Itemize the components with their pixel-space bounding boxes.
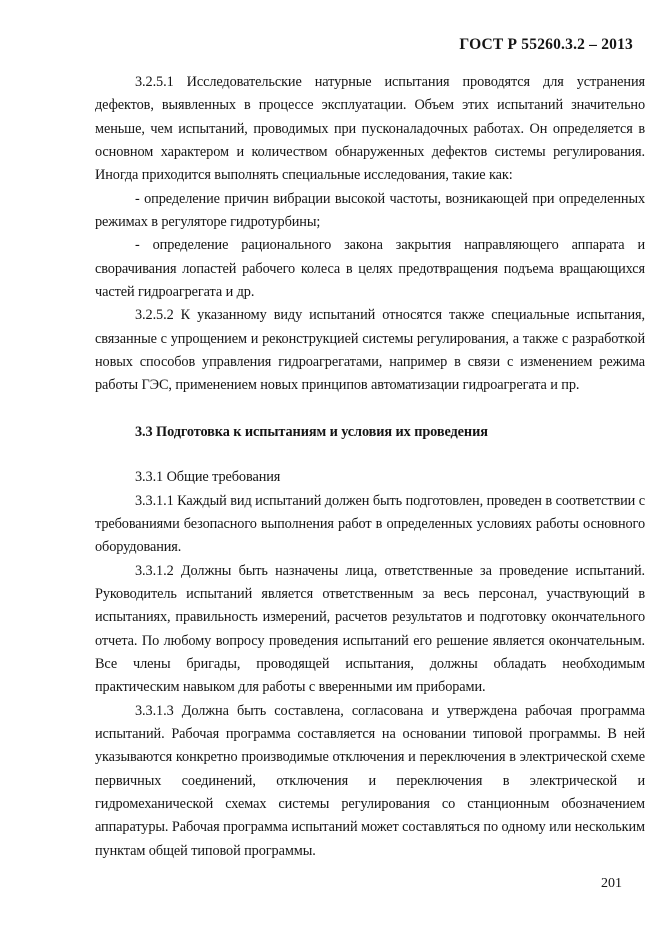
section-heading-3-3: 3.3 Подготовка к испытаниям и условия их проведения (135, 423, 488, 440)
document-body (95, 71, 645, 863)
paragraph-3-3-1-3: 3.3.1.3 Должна быть составлена, согласована и утверждена рабочая программа испытаний. Рабочая программа составляется на основании типовой программы. В ней указываются конкретно производимые отключения и переключения в электрической схеме первичных соединений, отключения и переключения в электрической и гидромеханической схемах системы регулирования со станционным обозначением аппаратуры. Рабочая программа испытаний может составляться по одному или нескольким пунктам общей типовой программы. (95, 702, 645, 859)
list-item-closing-law: - определение рационального закона закрытия направляющего аппарата и сворачивания лопастей рабочего колеса в целях предотвращения подъема вращающихся частей гидроагрегата и др. (95, 237, 645, 301)
list-item-vibration-causes: - определение причин вибрации высокой частоты, возникающей при определенных режимах в регуляторе гидротурбины; (95, 190, 645, 231)
page-number: 201 (601, 876, 622, 891)
paragraph-3-3-1: 3.3.1 Общие требования (135, 469, 281, 486)
paragraph-3-3-1-2: 3.3.1.2 Должны быть назначены лица, ответственные за проведение испытаний. Руководитель испытаний является ответственным за весь персонал, участвующий в испытаниях, правильность измерений, расчетов результатов и подготовку окончательного отчета. По любому вопросу проведения испытаний его решение является окончательным. Все члены бригады, проводящей испытания, должны обладать необходимым практическим навыком для работы с вверенными им приборами. (95, 562, 645, 696)
document-header-standard-number: ГОСТ Р 55260.3.2 – 2013 (459, 36, 633, 53)
paragraph-3-2-5-1: 3.2.5.1 Исследовательские натурные испытания проводятся для устранения дефектов, выявленных в процессе эксплуатации. Объем этих испытаний значительно меньше, чем испытаний, проводимых при пусконаладочных работах. Он определяется в основном характером и количеством обнаруженных дефектов системы регулирования. Иногда приходится выполнять специальные исследования, такие как: (95, 74, 645, 184)
paragraph-3-3-1-1: 3.3.1.1 Каждый вид испытаний должен быть подготовлен, проведен в соответствии с требованиями безопасного выполнения работ в определенных условиях работы основного оборудования. (95, 492, 645, 556)
paragraph-3-2-5-2: 3.2.5.2 К указанному виду испытаний относятся также специальные испытания, связанные с упрощением и реконструкцией системы регулирования, а также с разработкой новых способов управления гидроагрегатами, например в связи с изменением режима работы ГЭС, применением новых принципов автоматизации гидроагрегата и пр. (95, 307, 645, 394)
